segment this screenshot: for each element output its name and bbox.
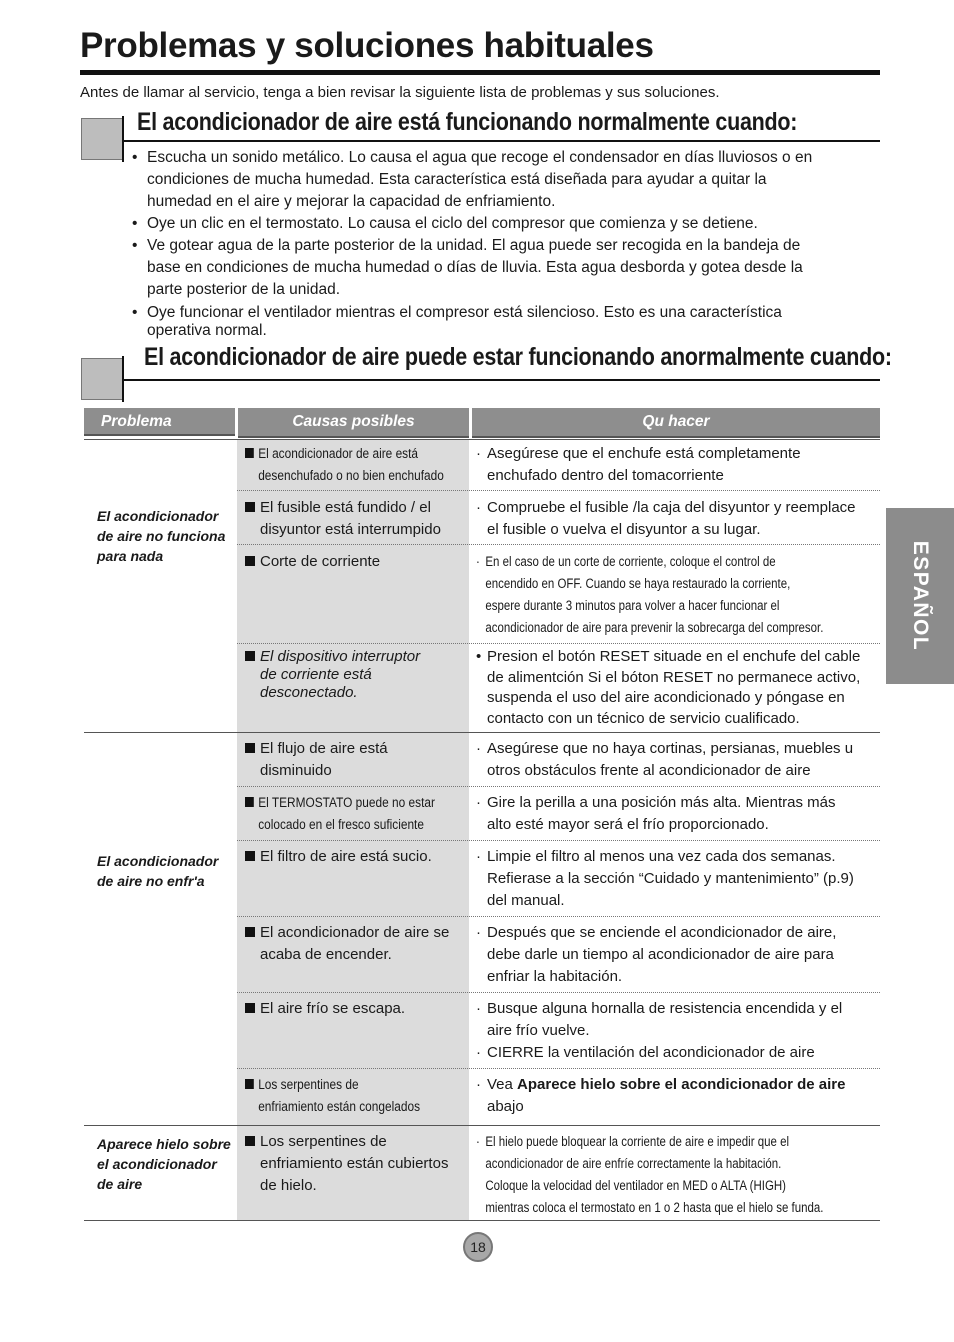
row-divider [237,840,880,841]
todo-row: · El hielo puede bloquear la corriente de aire e impedir que el acondicionador de aire enfríe correctamente la habitación. Coloque la velocidad del ventilador en MED o ALTA (HIGH) mientras coloca el termostato en 1 o 2 hasta que el hielo se funda. [476,1134,824,1215]
cause-corte: Corte de corriente [245,551,465,573]
todo-row: · Gire la perilla a una posición más alta. Mientras más alto esté mayor será el frío proporcionado. [476,794,836,833]
section1-heading: El acondicionador de aire está funcionando normalmente cuando: [137,108,798,136]
problem-hielo: Aparece hielo sobre el acondicionador de aire [97,1136,231,1192]
bullet-square-icon [245,927,255,937]
bullet-square-icon [245,448,254,458]
todo-row: · Compruebe el fusible /la caja del disyuntor y reemplace el fusible o vuelva el disyuntor a su lugar. [476,499,856,538]
header-problem: Problema [84,408,235,436]
page-number: 18 [463,1232,493,1262]
section2-rule [122,379,880,381]
todo-row: · Limpie el filtro al menos una vez cada dos semanas. Refierase a la sección “Cuidado y mantenimiento” (p.9) del manual. [476,848,854,909]
row-divider [237,786,880,787]
row-divider [237,643,880,644]
row-divider [237,1068,880,1069]
cross-reference: Aparece hielo sobre el acondicionador de aire [517,1076,846,1093]
bullet-square-icon [245,1136,255,1146]
section1-rule [122,140,880,142]
bullet-square-icon [245,502,255,512]
cause-termostato: El TERMOSTATO puede no estar colocado en el fresco suficiente [245,792,439,836]
bullet-square-icon [245,651,255,661]
problem-no-enfria: El acondicionador de aire no enfr'a [97,853,219,889]
bullet-square-icon [245,1003,255,1013]
cause-desenchufado: El acondicionador de aire está desenchufado o no bien enchufado [245,443,439,487]
todo-row: · Vea Aparece hielo sobre el acondicionador de aire abajo [476,1076,846,1115]
list-item: • Oye un clic en el termostato. Lo causa el ciclo del compresor que comienza y se detiene. [132,215,758,232]
bullet-square-icon [245,851,255,861]
header-todo: Qu hacer [472,408,880,438]
todo-row: · Asegúrese que el enchufe está completamente enchufado dentro del tomacorriente [476,445,801,484]
problem-no-funciona: El acondicionador de aire no funciona para nada [97,508,226,564]
todo-row: · En el caso de un corte de corriente, coloque el control de encendido en OFF. Cuando se haya restaurado la corriente, espere durante 3 minutos para volver a hacer funcionar el acondicionador de aire para prevenir la sobrecarga del compresor. [476,554,824,635]
cause-encender: El acondicionador de aire se acaba de encender. [245,922,465,966]
cause-filtro: El filtro de aire está sucio. [245,846,465,868]
todo-row: · Después que se enciende el acondicionador de aire, debe darle un tiempo al acondicionador de aire para enfriar la habitación. [476,924,837,985]
group-divider [84,732,880,733]
section2-heading: El acondicionador de aire puede estar funcionando anormalmente cuando: [144,343,892,371]
bullet-square-icon [245,556,255,566]
section2-marker [81,358,123,400]
normal-operation-list [132,147,872,340]
row-divider [237,916,880,917]
row-divider [237,490,880,491]
table-bottom-rule [84,1220,880,1221]
list-item: • Escucha un sonido metálico. Lo causa el agua que recoge el condensador en días lluviosos o en condiciones de mucha humedad. Esta característica está diseñada para ayudar a quitar la humedad en el aire y mejorar la capacidad de enfriamiento. [132,149,813,210]
cause-hielo: Los serpentines de enfriamiento están cubiertos de hielo. [245,1131,465,1197]
cause-congelados: Los serpentines de enfriamiento están congelados [245,1074,439,1118]
bullet-square-icon [245,797,254,807]
bullet-square-icon [245,743,255,753]
row-divider [237,544,880,545]
todo-row: · Busque alguna hornalla de resistencia encendida y el aire frío vuelve. · CIERRE la ventilación del acondicionador de aire [476,1000,843,1061]
todo-row: · Asegúrese que no haya cortinas, persianas, muebles u otros obstáculos frente al acondicionador de aire [476,740,854,779]
list-item: • Ve gotear agua de la parte posterior de la unidad. El agua puede ser recogida en la bandeja de base en condiciones de mucha humedad o días de lluvia. Esta agua desborda y gotea desde la parte posterior de la unidad. [132,237,803,298]
table-top-rule [84,439,880,440]
cause-fusible: El fusible está fundido / el disyuntor está interrumpido [245,497,465,541]
header-causes: Causas posibles [238,408,469,438]
list-item: • Oye funcionar el ventilador mientras el compresor está silencioso. Esto es una característica operativa normal. [132,304,782,339]
language-tab-label: ESPAÑOL [909,540,932,652]
page-title: Problemas y soluciones habituales [80,26,654,65]
title-rule [80,70,880,75]
section1-marker [81,118,123,160]
intro-text: Antes de llamar al servicio, tenga a bien revisar la siguiente lista de problemas y sus soluciones. [80,84,720,101]
cause-aire-escapa: El aire frío se escapa. [245,998,465,1020]
cause-interruptor: El dispositivo interruptor de corriente está desconectado. [245,648,465,702]
row-divider [237,992,880,993]
section1-vline [122,116,124,162]
todo-row: • Presion el botón RESET situade en el enchufe del cable de alimentción Si el bóton RESET no permanece activo, suspenda el uso del aire acondicionado y póngase en contacto con un técnico de servicio cualificado. [476,648,861,727]
group-divider [84,1125,880,1126]
cause-flujo: El flujo de aire está disminuido [245,738,465,782]
bullet-square-icon [245,1079,254,1089]
